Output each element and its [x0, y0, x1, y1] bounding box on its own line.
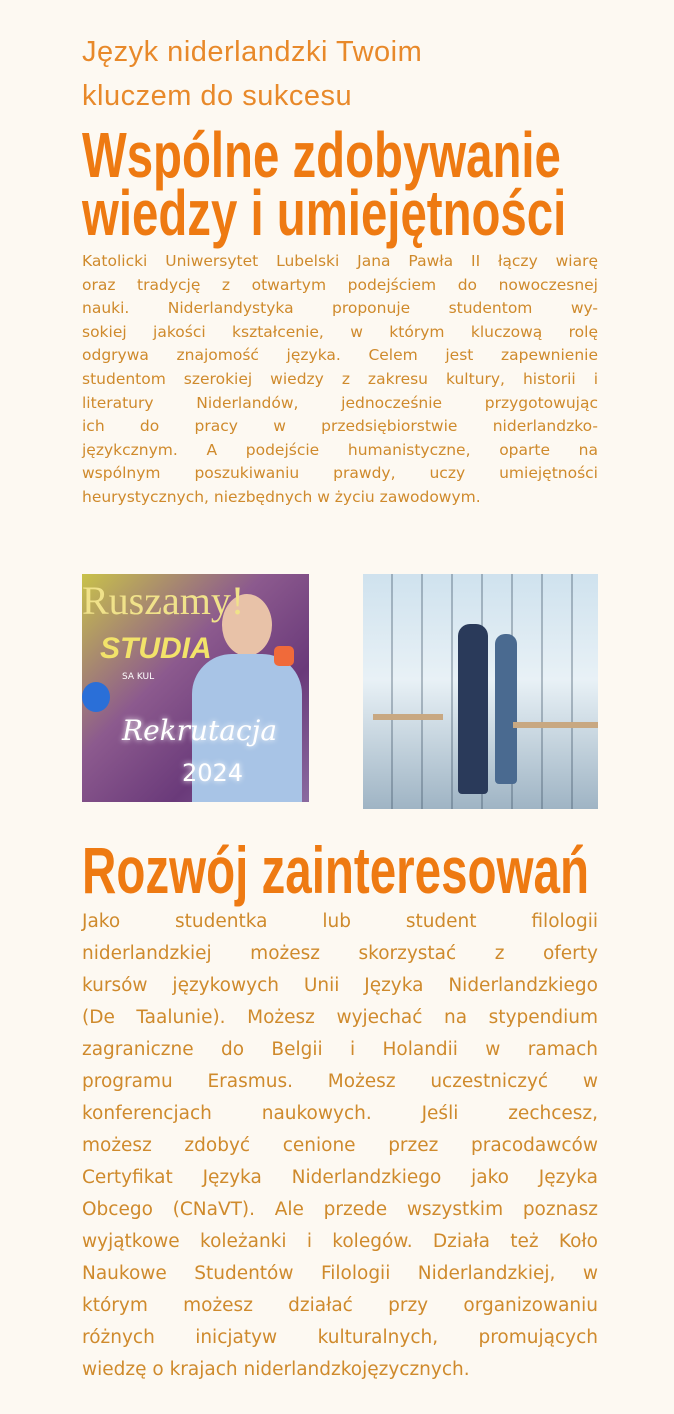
body-line: wspólnym poszukiwaniu prawdy, uczy umiejętności	[82, 464, 598, 483]
body-line: literatury Niderlandów, jednocześnie przygotowując	[82, 393, 598, 412]
section1-heading-line: wiedzy i umiejętności	[82, 177, 567, 249]
body-line: językcznym. A podejście humanistyczne, oparte na	[82, 440, 598, 459]
subtitle-line: kluczem do sukcesu	[82, 80, 353, 112]
section2-heading: Rozwój zainteresowań	[82, 833, 589, 907]
body-line: programu Erasmus. Możesz uczestniczyć w	[82, 1071, 598, 1092]
body-line: wiedzę o krajach niderlandzkojęzycznych.	[82, 1359, 470, 1380]
section1-body	[82, 250, 598, 510]
thumbs-up-icon	[82, 682, 110, 712]
recruitment-promo-image	[82, 574, 309, 802]
body-line: różnych inicjatyw kulturalnych, promujących	[82, 1327, 598, 1348]
body-line: kursów językowych Unii Języka Niderlandzkiego	[82, 975, 598, 996]
body-line: odgrywa znajomość języka. Celem jest zapewnienie	[82, 346, 598, 365]
promo-title: Ruszamy!	[82, 578, 245, 623]
body-line: (De Taalunie). Możesz wyjechać na stypendium	[82, 1007, 598, 1028]
body-line: możesz zdobyć cenione przez pracodawców	[82, 1135, 598, 1156]
promo-brand: STUDIA	[100, 632, 212, 665]
body-line: konferencjach naukowych. Jeśli zechcesz,	[82, 1103, 598, 1124]
body-line: Obcego (CNaVT). Ale przede wszystkim poznasz	[82, 1199, 598, 1220]
walking-man	[458, 624, 488, 794]
subtitle-line: Język niderlandzki Twoim	[82, 36, 423, 68]
office-photo	[363, 574, 598, 809]
body-line: sokiej jakości kształcenie, w którym kluczową rolę	[82, 322, 598, 341]
body-line: oraz tradycję z otwartym podejściem do nowoczesnej	[82, 275, 598, 294]
body-line: Katolicki Uniwersytet Lubelski Jana Pawła II łączy wiarę	[82, 252, 598, 270]
body-line: nauki. Niderlandystyka proponuje studentom wy-	[82, 299, 598, 318]
subtitle	[82, 30, 422, 118]
section2-body	[82, 906, 598, 1386]
body-line: Jako studentka lub student filologii	[82, 911, 598, 932]
desk	[373, 714, 443, 720]
heart-icon	[274, 646, 294, 666]
promo-logo: SA KUL	[122, 672, 155, 682]
section1-heading-line: Wspólne zdobywanie	[82, 119, 561, 191]
body-line: którym możesz działać przy organizowaniu	[82, 1295, 598, 1316]
desk	[513, 722, 598, 728]
walking-woman	[495, 634, 517, 784]
body-line: heurystycznych, niezbędnych w życiu zawodowym.	[82, 487, 481, 506]
body-line: Certyfikat Języka Niderlandzkiego jako Języka	[82, 1167, 598, 1188]
body-line: ich do pracy w przedsiębiorstwie niderlandzko-	[82, 417, 598, 436]
body-line: studentom szerokiej wiedzy z zakresu kultury, historii i	[82, 369, 598, 388]
body-line: Naukowe Studentów Filologii Niderlandzkiej, w	[82, 1263, 598, 1284]
body-line: niderlandzkiej możesz skorzystać z oferty	[82, 943, 598, 964]
promo-script: Rekrutacja	[122, 714, 278, 747]
body-line: zagraniczne do Belgii i Holandii w ramach	[82, 1039, 598, 1060]
promo-year: 2024	[182, 759, 244, 787]
body-line: wyjątkowe koleżanki i kolegów. Działa też Koło	[82, 1231, 598, 1252]
